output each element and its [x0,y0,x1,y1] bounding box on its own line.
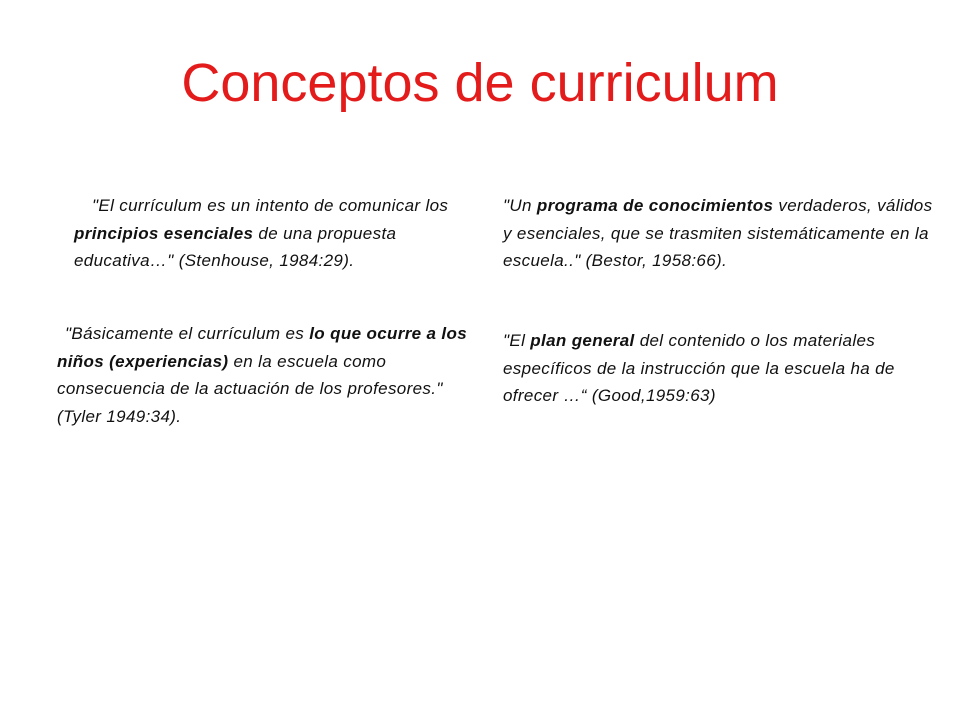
quote-stenhouse-emphasis: principios esenciales [74,223,254,243]
quote-tyler [57,320,477,430]
quote-bestor [503,192,933,275]
quote-tyler-emphasis: lo que ocurre a los niños (experiencias) [57,324,468,371]
quote-bestor-text-2: verdaderos, válidos y esenciales, que se trasmiten sistemáticamente en la escuela.." (Bestor, 1958:66). [503,196,933,270]
quote-good-emphasis: plan general [530,331,635,350]
quote-bestor-emphasis: programa de conocimientos [536,196,774,215]
quote-good-text-1: "El [503,331,531,350]
quote-good [503,327,933,410]
quote-stenhouse-text-1: "El currículum es un intento de comunicar los [92,196,449,215]
quote-good-text-2: del contenido o los materiales específicos de la instrucción que la escuela ha de ofrecer …“ (Good,1959:63) [503,331,895,405]
quote-tyler-text-1: "Básicamente el currículum es [65,324,310,343]
quote-stenhouse-text-2: de una propuesta educativa…" (Stenhouse, 1984:29). [74,223,397,270]
quote-tyler-text-2: en la escuela como consecuencia de la actuación de los profesores." (Tyler 1949:34). [57,351,443,426]
slide-title: Conceptos de curriculum [181,53,779,113]
quote-stenhouse [74,192,474,275]
quote-bestor-text-1: "Un [503,196,537,215]
